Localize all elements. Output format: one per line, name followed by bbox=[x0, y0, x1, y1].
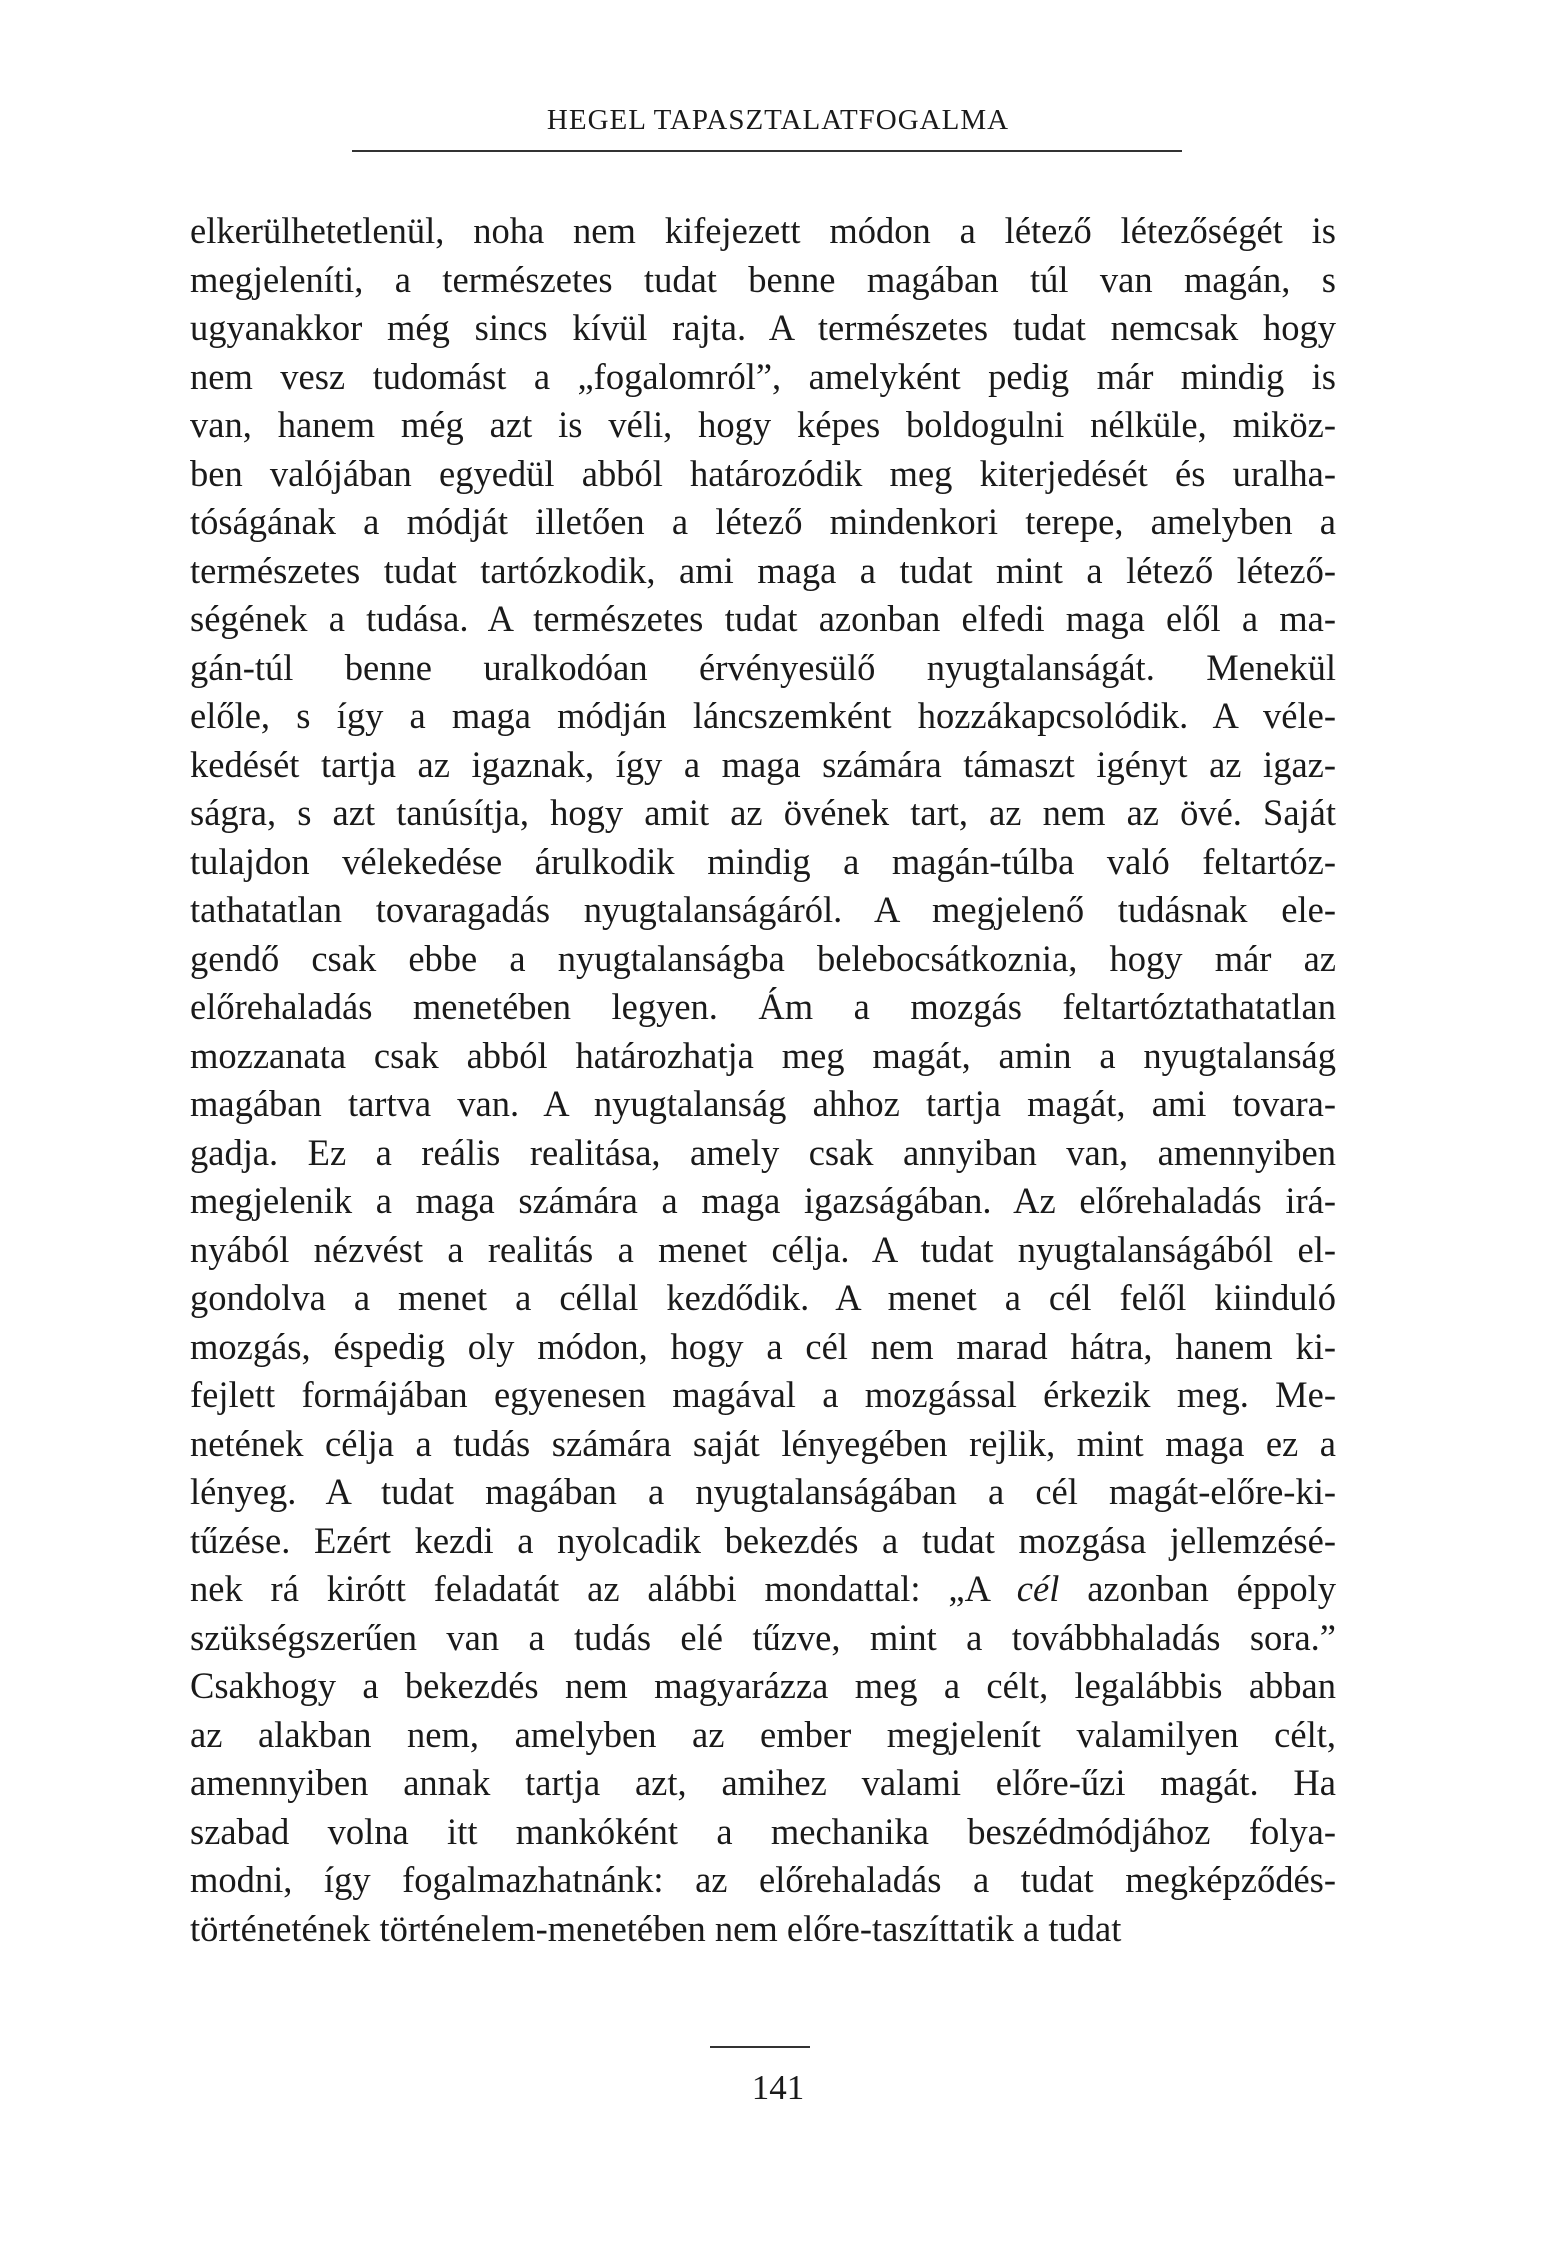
text-line: netének célja a tudás számára saját lényegében rejlik, mint maga ez a bbox=[190, 1422, 1336, 1464]
text-line: ben valójában egyedül abból határozódik meg kiterjedését és uralha- bbox=[190, 452, 1336, 494]
text-line: ségének a tudása. A természetes tudat azonban elfedi maga elől a ma- bbox=[190, 598, 1336, 639]
text-line: gondolva a menet a céllal kezdődik. A menet a cél felől kiinduló bbox=[190, 1277, 1336, 1318]
text-segment: nek rá kirótt feladatát az alábbi mondattal: „A bbox=[190, 1568, 1017, 1609]
text-line: gadja. Ez a reális realitása, amely csak annyiban van, amennyiben bbox=[190, 1131, 1336, 1173]
footer-rule bbox=[710, 2046, 810, 2048]
text-line: ugyanakkor még sincs kívül rajta. A természetes tudat nemcsak hogy bbox=[190, 307, 1336, 348]
text-line: mozgás, éspedig oly módon, hogy a cél nem marad hátra, hanem ki- bbox=[190, 1325, 1336, 1367]
text-line: magában tartva van. A nyugtalanság ahhoz tartja magát, ami tovara- bbox=[190, 1083, 1336, 1124]
text-line: lényeg. A tudat magában a nyugtalanságában a cél magát-előre-ki- bbox=[190, 1471, 1336, 1512]
text-line: nem vesz tudomást a „fogalomról”, amelyként pedig már mindig is bbox=[190, 355, 1336, 397]
text-line: szükségszerűen van a tudás elé tűzve, mint a továbbhaladás sora.” bbox=[190, 1616, 1336, 1658]
text-line: előle, s így a maga módján láncszemként hozzákapcsolódik. A véle- bbox=[190, 695, 1336, 736]
text-line: természetes tudat tartózkodik, ami maga a tudat mint a létező létező- bbox=[190, 549, 1336, 591]
italic-word: cél bbox=[1016, 1568, 1060, 1609]
text-line: szabad volna itt mankóként a mechanika beszédmódjához folya- bbox=[190, 1810, 1336, 1852]
text-line: tulajdon vélekedése árulkodik mindig a magán-túlba való feltartóz- bbox=[190, 840, 1336, 882]
text-line: Csakhogy a bekezdés nem magyarázza meg a célt, legalábbis abban bbox=[190, 1665, 1336, 1706]
text-line: ságra, s azt tanúsítja, hogy amit az övének tart, az nem az övé. Saját bbox=[190, 792, 1336, 833]
text-line: gendő csak ebbe a nyugtalanságba belebocsátkoznia, hogy már az bbox=[190, 937, 1336, 979]
body-text bbox=[190, 207, 1336, 1953]
text-line: elkerülhetetlenül, noha nem kifejezett módon a létező létezőségét is bbox=[190, 210, 1336, 251]
text-line: mozzanata csak abból határozhatja meg magát, amin a nyugtalanság bbox=[190, 1034, 1336, 1076]
text-line: történetének történelem-menetében nem előre-taszíttatik a tudat bbox=[190, 1907, 1122, 1949]
running-head: HEGEL TAPASZTALATFOGALMA bbox=[546, 104, 1010, 136]
text-line bbox=[190, 1565, 1336, 1614]
text-line: tóságának a módját illetően a létező mindenkori terepe, amelyben a bbox=[190, 501, 1336, 542]
text-line: van, hanem még azt is véli, hogy képes boldogulni nélküle, miköz- bbox=[190, 404, 1336, 445]
text-line: megjeleníti, a természetes tudat benne magában túl van magán, s bbox=[190, 258, 1336, 300]
text-line: az alakban nem, amelyben az ember megjelenít valamilyen célt, bbox=[190, 1713, 1336, 1755]
text-line: nyából nézvést a realitás a menet célja. A tudat nyugtalanságából el- bbox=[190, 1228, 1336, 1270]
text-line: amennyiben annak tartja azt, amihez valami előre-űzi magát. Ha bbox=[190, 1762, 1336, 1803]
text-line: megjelenik a maga számára a maga igazságában. Az előrehaladás irá- bbox=[190, 1180, 1336, 1221]
text-line: modni, így fogalmazhatnánk: az előrehaladás a tudat megképződés- bbox=[190, 1859, 1336, 1900]
page-number: 141 bbox=[751, 2068, 805, 2107]
text-line: tathatatlan tovaragadás nyugtalanságáról. A megjelenő tudásnak ele- bbox=[190, 889, 1336, 930]
text-line: kedését tartja az igaznak, így a maga számára támaszt igényt az igaz- bbox=[190, 743, 1336, 785]
text-line: tűzése. Ezért kezdi a nyolcadik bekezdés a tudat mozgása jellemzésé- bbox=[190, 1519, 1336, 1561]
text-line: előrehaladás menetében legyen. Ám a mozgás feltartóztathatatlan bbox=[190, 986, 1336, 1027]
text-segment: azonban éppoly bbox=[1059, 1568, 1336, 1609]
text-line: fejlett formájában egyenesen magával a mozgással érkezik meg. Me- bbox=[190, 1374, 1336, 1415]
text-line: gán-túl benne uralkodóan érvényesülő nyugtalanságát. Menekül bbox=[190, 646, 1336, 688]
header-rule bbox=[352, 150, 1182, 152]
